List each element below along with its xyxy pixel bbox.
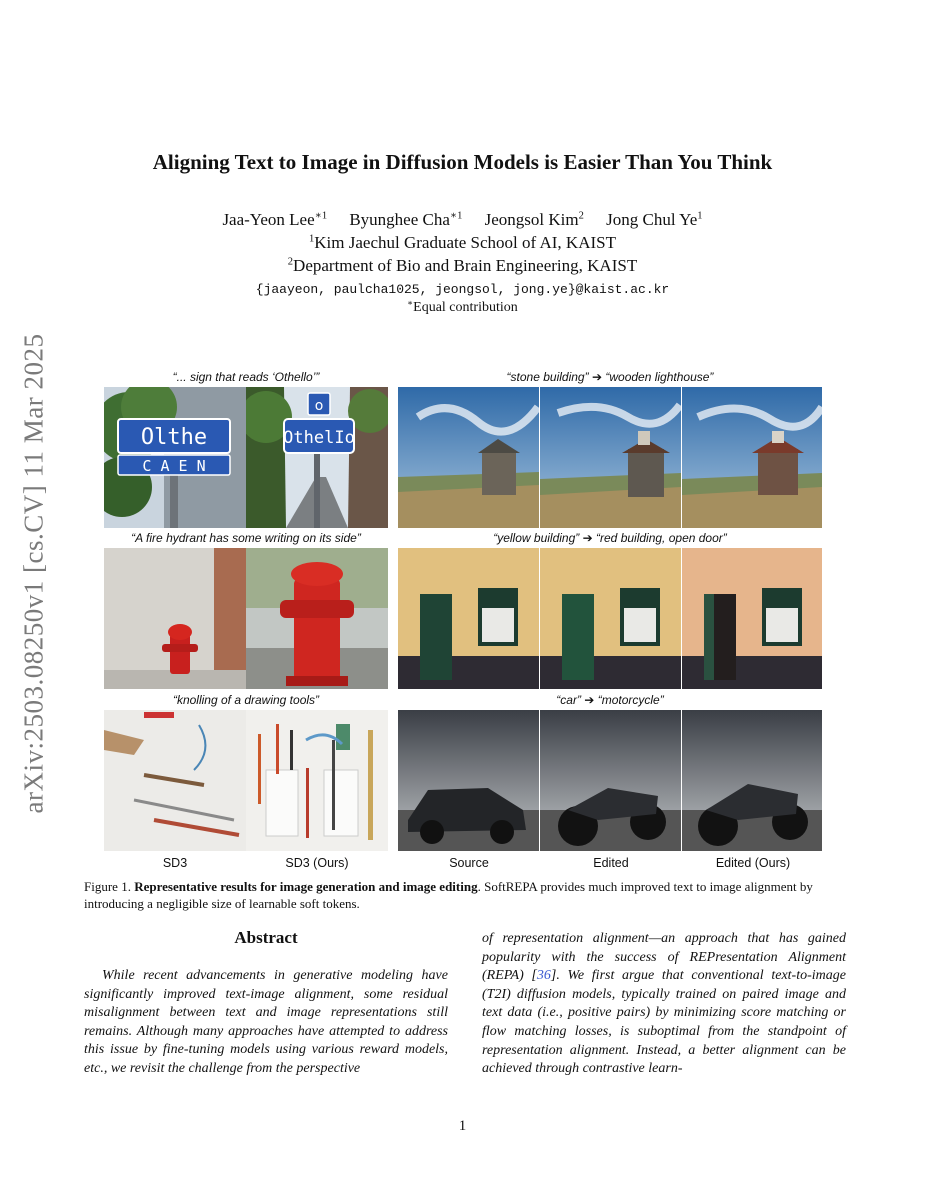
author-name: Jaa-Yeon Lee <box>222 210 315 229</box>
sign-text: C A E N <box>142 457 206 475</box>
edit-to: “wooden lighthouse” <box>605 370 714 384</box>
column-label: Source <box>449 856 489 870</box>
author-name: Byunghee Cha <box>349 210 450 229</box>
image-ours-tools <box>246 710 388 851</box>
image-edited <box>540 387 681 528</box>
image-sd3-hydrant <box>104 548 246 689</box>
abstract-text-left: While recent advancements in generative modeling have significantly improved text-image alignment, some residual misalignment between text and image representations still remains. Although many approaches have attempted to address this issue by fine-tuning models using various reward models, etc., we revisit the challenge from the perspective <box>84 968 448 1076</box>
image-source <box>398 710 539 851</box>
arrow-icon: ➔ <box>582 531 593 545</box>
figure-caption-bold: Representative results for image generation and image editing <box>134 879 478 894</box>
edit-from: “stone building” <box>506 370 589 384</box>
edit-from: “yellow building” <box>493 531 580 545</box>
author-emails: {jaayeon, paulcha1025, jeongsol, jong.ye}@kaist.ac.kr <box>255 282 670 297</box>
abstract-text: of representation alignment—an approach that has gained popularity with the success of REPresentation Alignment (REPA) [ <box>482 931 846 984</box>
edit-from: “car” <box>556 693 581 707</box>
equal-mark: ∗ <box>407 297 414 308</box>
equal-text: Equal contribution <box>413 300 518 315</box>
affiliation-text: Kim Jaechul Graduate School of AI, KAIST <box>314 233 616 252</box>
arrow-icon: ➔ <box>591 370 603 384</box>
column-label: SD3 (Ours) <box>285 856 349 870</box>
paper-title: Aligning Text to Image in Diffusion Models is Easier Than You Think <box>152 150 773 174</box>
citation-link[interactable]: 36 <box>536 968 551 984</box>
image-source <box>398 548 539 689</box>
author-mark: 2 <box>578 210 584 222</box>
image-ours-sign <box>246 387 388 528</box>
image-edited-ours <box>682 710 822 851</box>
figure-caption-rest: . SoftREPA provides much improved text to image alignment by introducing a negligible size of learnable soft tokens. <box>84 879 813 911</box>
edit-prompt-caption <box>398 693 822 707</box>
abstract-heading: Abstract <box>234 928 298 947</box>
image-row-building <box>398 548 822 689</box>
affiliation-mark: 1 <box>309 233 315 245</box>
edit-to: “red building, open door” <box>596 531 727 545</box>
image-sd3-tools <box>104 710 246 851</box>
image-edited <box>540 548 681 689</box>
column-label: Edited <box>593 856 629 870</box>
image-ours-hydrant <box>246 548 388 689</box>
affiliation-mark: 2 <box>287 256 294 268</box>
image-edited <box>540 710 681 851</box>
abstract-text-right <box>482 930 846 1079</box>
image-edited-ours <box>682 548 822 689</box>
image-source <box>398 387 539 528</box>
prompt-caption: “A fire hydrant has some writing on its side” <box>131 531 361 545</box>
author-name: Jeongsol Kim <box>484 210 579 229</box>
column-label: SD3 <box>162 856 188 870</box>
author-mark: ∗1 <box>314 210 328 222</box>
prompt-caption: “knolling of a drawing tools” <box>172 693 320 707</box>
column-label: Edited (Ours) <box>715 856 791 870</box>
author-name: Jong Chul Ye <box>606 210 698 229</box>
author-mark: 1 <box>697 210 703 222</box>
edit-prompt-caption <box>398 370 822 384</box>
prompt-caption: “... sign that reads ‘Othello’” <box>172 370 320 384</box>
abstract-text: ]. We first argue that conventional text-to-image (T2I) diffusion models, typically trained on paired image and text data (i.e., positive pairs) by minimizing score matching or flow matching losses, is suboptimal from the standpoint of representation alignment. Instead, a better alignment can be achieved through contrastive learn- <box>482 968 846 1077</box>
edit-prompt-caption <box>398 531 822 545</box>
sign-text: OthelIo <box>283 428 355 448</box>
sign-text: Olthe <box>140 425 208 450</box>
image-edited-ours <box>682 387 822 528</box>
affiliation-text: Department of Bio and Brain Engineering, KAIST <box>293 256 638 275</box>
edit-to: “motorcycle” <box>597 693 664 707</box>
image-row-lighthouse <box>398 387 822 528</box>
image-sd3-sign <box>104 387 246 528</box>
page-number: 1 <box>458 1118 467 1134</box>
figure-label: Figure 1. <box>84 879 131 894</box>
figure-caption <box>84 878 846 912</box>
author-mark: ∗1 <box>449 210 463 222</box>
arrow-icon: ➔ <box>584 693 595 707</box>
sign-text: o <box>314 398 324 414</box>
arxiv-stamp: arXiv:2503.08250v1 [cs.CV] 11 Mar 2025 <box>18 333 49 814</box>
image-row-car <box>398 710 822 851</box>
